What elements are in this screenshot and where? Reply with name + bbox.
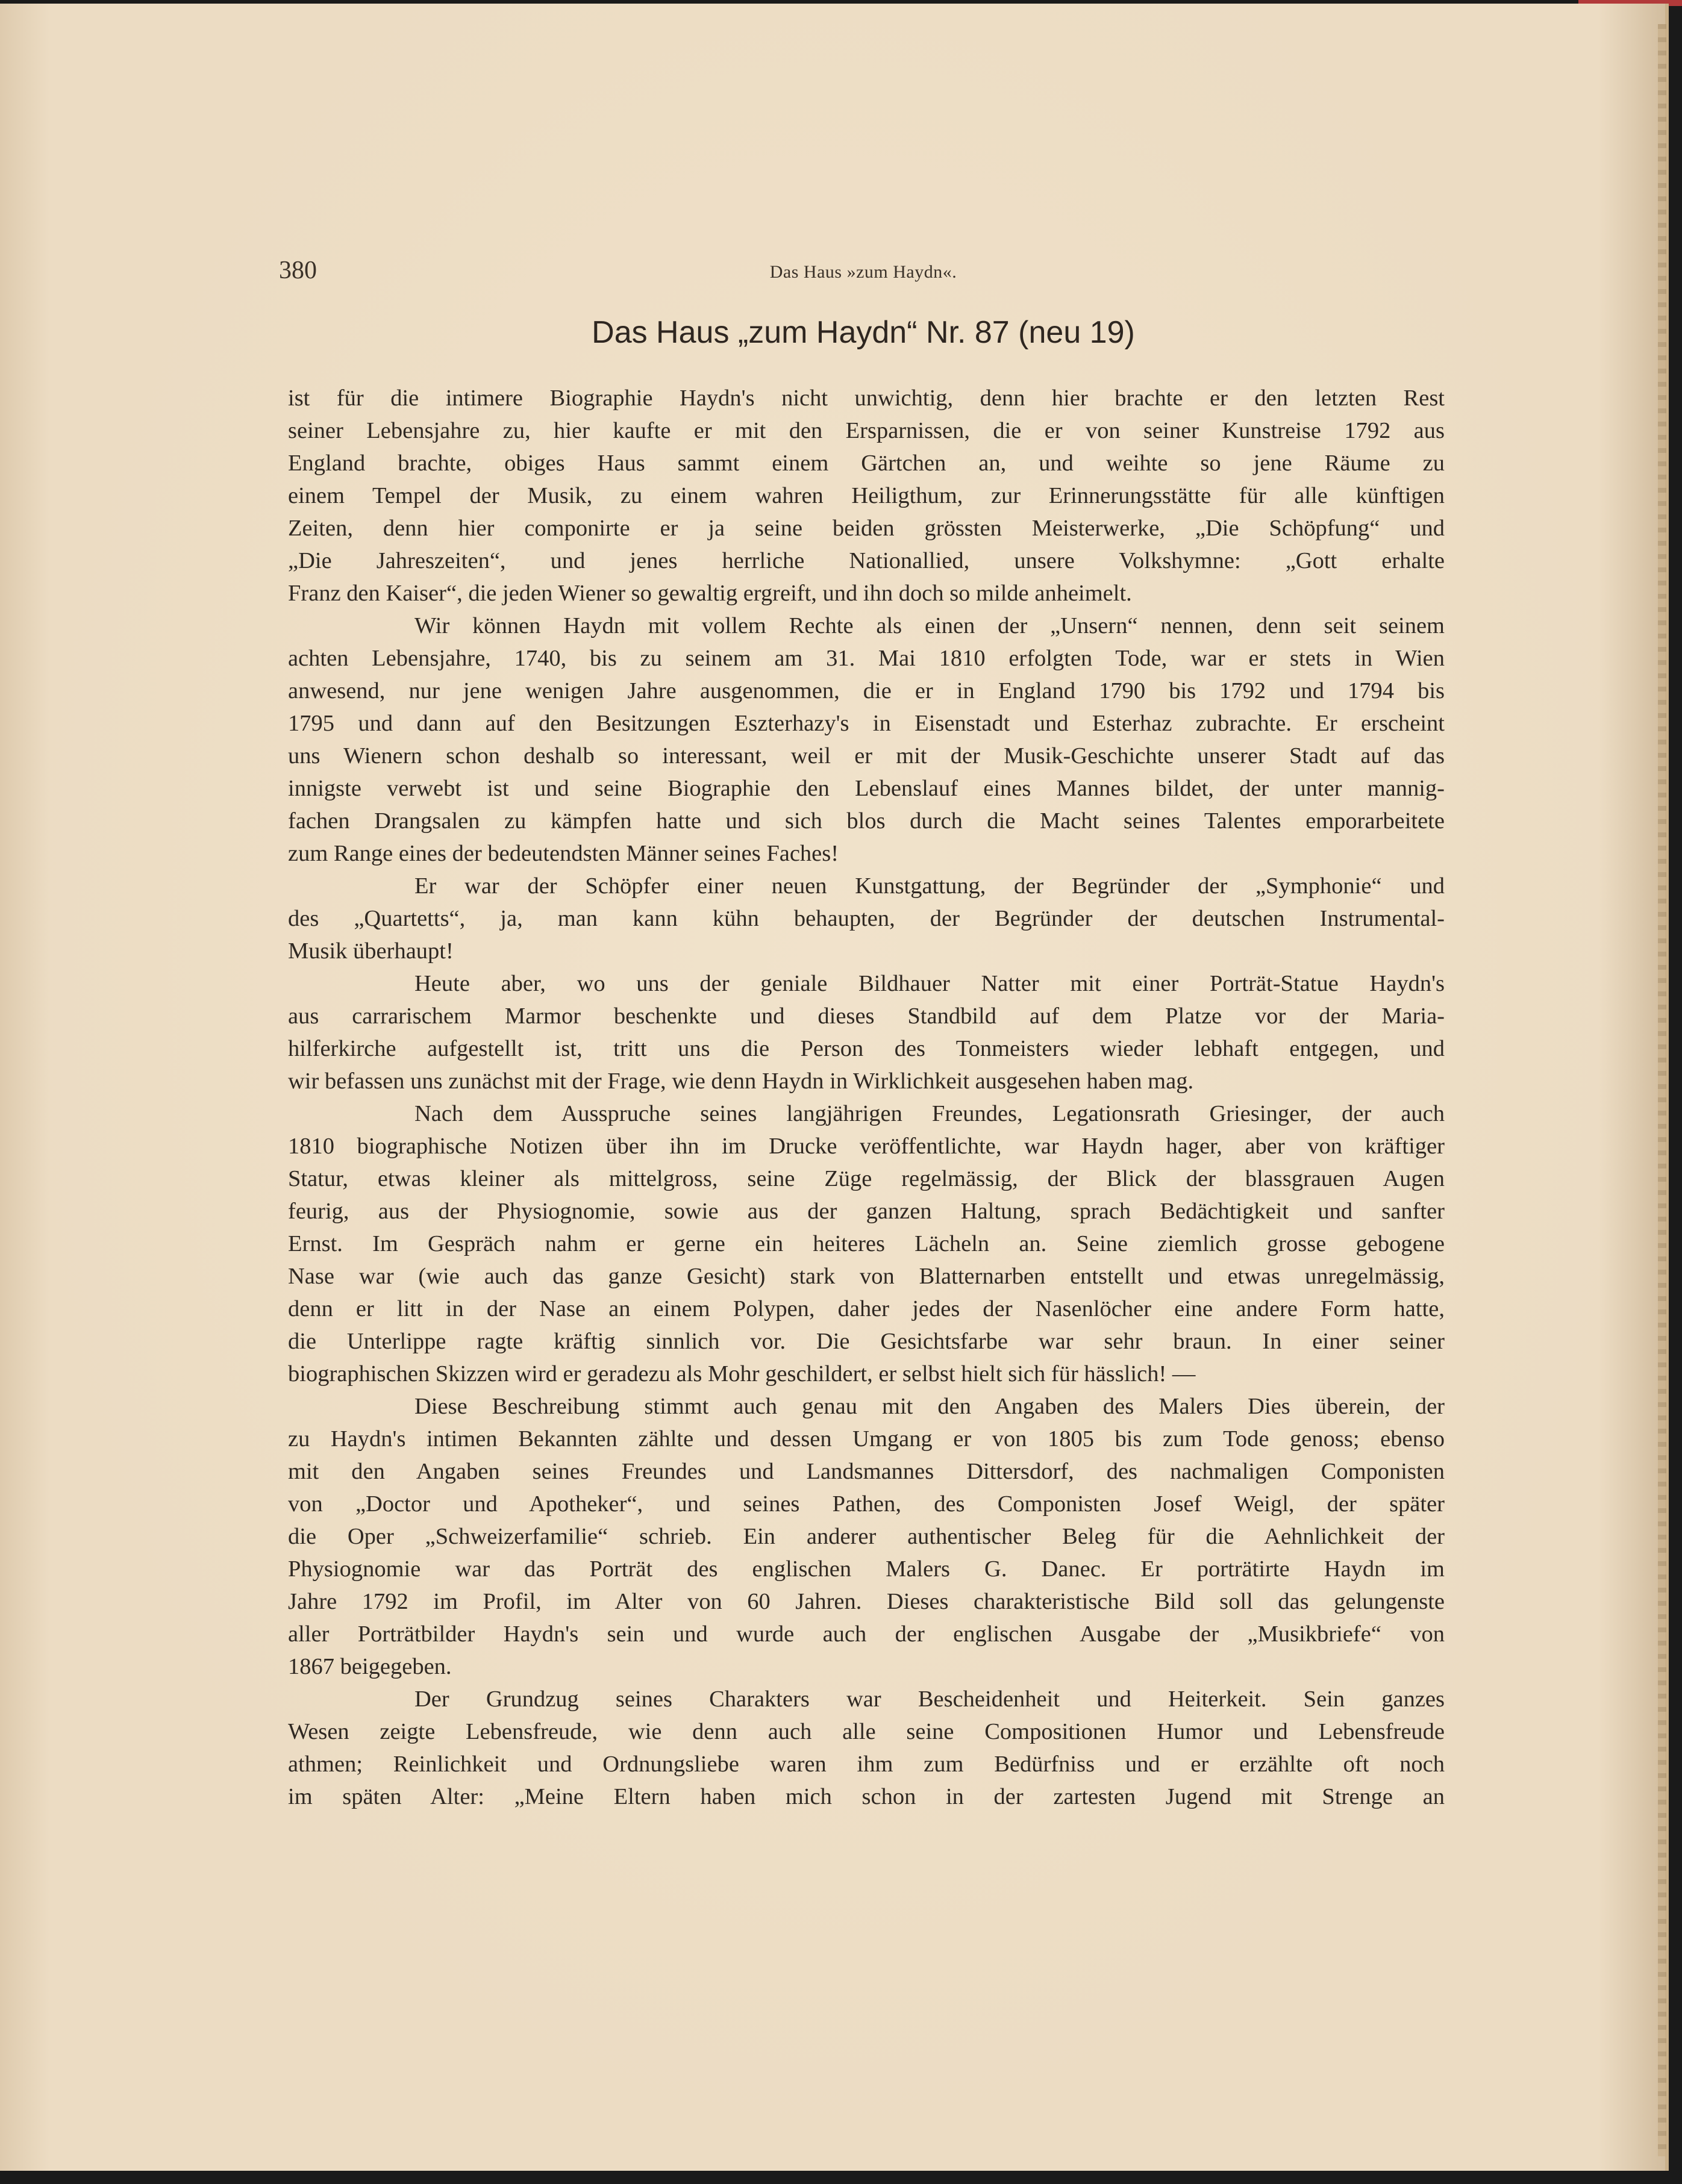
text-line: mit den Angaben seines Freundes und Landsmannes Dittersdorf, des nachmaligen Componisten bbox=[288, 1459, 1445, 1484]
text-line: innigste verwebt ist und seine Biographie den Lebenslauf eines Mannes bildet, der unter mannig- bbox=[288, 776, 1445, 801]
text-line: aus carrarischem Marmor beschenkte und dieses Standbild auf dem Platze vor der Maria- bbox=[288, 1003, 1445, 1029]
text-line: aller Porträtbilder Haydn's sein und wurde auch der englischen Ausgabe der „Musikbriefe“ von bbox=[288, 1621, 1445, 1647]
text-line: Ernst. Im Gespräch nahm er gerne ein heiteres Lächeln an. Seine ziemlich grosse gebogene bbox=[288, 1231, 1445, 1256]
text-line: Statur, etwas kleiner als mittelgross, seine Züge regelmässig, der Blick der blassgrauen Augen bbox=[288, 1166, 1445, 1191]
text-line: uns Wienern schon deshalb so interessant, weil er mit der Musik-Geschichte unserer Stadt auf das bbox=[288, 743, 1445, 769]
text-line: Wesen zeigte Lebensfreude, wie denn auch alle seine Compositionen Humor und Lebensfreude bbox=[288, 1719, 1445, 1744]
page-binding-edge bbox=[1658, 24, 1666, 2156]
text-line: 1795 und dann auf den Besitzungen Eszterhazy's in Eisenstadt und Esterhaz zubrachte. Er erscheint bbox=[288, 711, 1445, 736]
text-line: feurig, aus der Physiognomie, sowie aus der ganzen Haltung, sprach Bedächtigkeit und sanfter bbox=[288, 1199, 1445, 1224]
text-line: achten Lebensjahre, 1740, bis zu seinem am 31. Mai 1810 erfolgten Tode, war er stets in Wien bbox=[288, 646, 1445, 671]
text-line: Physiognomie war das Porträt des englischen Malers G. Danec. Er porträtirte Haydn im bbox=[288, 1556, 1445, 1582]
text-line: „Die Jahreszeiten“, und jenes herrliche Nationallied, unsere Volkshymne: „Gott erhalte bbox=[288, 548, 1445, 573]
section-title: Das Haus „zum Haydn“ Nr. 87 (neu 19) bbox=[592, 315, 1135, 350]
text-line: athmen; Reinlichkeit und Ordnungsliebe waren ihm zum Bedürfniss und er erzählte oft noch bbox=[288, 1752, 1445, 1777]
text-line: Jahre 1792 im Profil, im Alter von 60 Jahren. Dieses charakteristische Bild soll das gelungenste bbox=[288, 1589, 1445, 1614]
text-line: zu Haydn's intimen Bekannten zählte und dessen Umgang er von 1805 bis zum Tode genoss; ebenso bbox=[288, 1426, 1445, 1452]
text-line: denn er litt in der Nase an einem Polypen, daher jedes der Nasenlöcher eine andere Form hatte, bbox=[288, 1296, 1445, 1321]
text-line: Wir können Haydn mit vollem Rechte als einen der „Unsern“ nennen, denn seit seinem bbox=[414, 613, 1445, 638]
text-line: ist für die intimere Biographie Haydn's nicht unwichtig, denn hier brachte er den letzten Rest bbox=[288, 385, 1445, 411]
text-line: die Oper „Schweizerfamilie“ schrieb. Ein anderer authentischer Beleg für die Aehnlichkeit der bbox=[288, 1524, 1445, 1549]
body-text bbox=[288, 382, 1445, 1813]
text-line: hilferkirche aufgestellt ist, tritt uns die Person des Tonmeisters wieder lebhaft entgegen, und bbox=[288, 1036, 1445, 1061]
text-line: England brachte, obiges Haus sammt einem Gärtchen an, und weihte so jene Räume zu bbox=[288, 451, 1445, 476]
page-number: 380 bbox=[279, 257, 317, 284]
text-line: die Unterlippe ragte kräftig sinnlich vor. Die Gesichtsfarbe war sehr braun. In einer seiner bbox=[288, 1329, 1445, 1354]
page-header bbox=[279, 256, 1448, 292]
text-line: von „Doctor und Apotheker“, und seines Pathen, des Componisten Josef Weigl, der später bbox=[288, 1491, 1445, 1517]
text-line: Nase war (wie auch das ganze Gesicht) stark von Blatternarben entstellt und etwas unregelmässig, bbox=[288, 1264, 1445, 1289]
text-line: Zeiten, denn hier componirte er ja seine beiden grössten Meisterwerke, „Die Schöpfung“ und bbox=[288, 516, 1445, 541]
text-line: anwesend, nur jene wenigen Jahre ausgenommen, die er in England 1790 bis 1792 und 1794 bis bbox=[288, 678, 1445, 704]
text-line: seiner Lebensjahre zu, hier kaufte er mit den Ersparnissen, die er von seiner Kunstreise 1792 aus bbox=[288, 418, 1445, 443]
text-line: Musik überhaupt! bbox=[288, 938, 454, 964]
text-line: Diese Beschreibung stimmt auch genau mit den Angaben des Malers Dies überein, der bbox=[414, 1394, 1445, 1419]
text-line: Heute aber, wo uns der geniale Bildhauer Natter mit einer Porträt-Statue Haydn's bbox=[414, 971, 1445, 996]
text-line: fachen Drangsalen zu kämpfen hatte und sich blos durch die Macht seines Talentes emporarbeitete bbox=[288, 808, 1445, 834]
text-line: einem Tempel der Musik, zu einem wahren Heiligthum, zur Erinnerungsstätte für alle künftigen bbox=[288, 483, 1445, 508]
text-line: Nach dem Ausspruche seines langjährigen Freundes, Legationsrath Griesinger, der auch bbox=[414, 1101, 1445, 1126]
text-line: Er war der Schöpfer einer neuen Kunstgattung, der Begründer der „Symphonie“ und bbox=[414, 873, 1445, 899]
text-line: im späten Alter: „Meine Eltern haben mich schon in der zartesten Jugend mit Strenge an bbox=[288, 1784, 1445, 1809]
text-line: Der Grundzug seines Charakters war Bescheidenheit und Heiterkeit. Sein ganzes bbox=[414, 1686, 1445, 1712]
text-line: des „Quartetts“, ja, man kann kühn behaupten, der Begründer der deutschen Instrumental- bbox=[288, 906, 1445, 931]
text-line: 1810 biographische Notizen über ihn im Drucke veröffentlichte, war Haydn hager, aber von kräftiger bbox=[288, 1134, 1445, 1159]
text-line: Franz den Kaiser“, die jeden Wiener so gewaltig ergreift, und ihn doch so milde anheimelt. bbox=[288, 581, 1132, 606]
text-line: biographischen Skizzen wird er geradezu als Mohr geschildert, er selbst hielt sich für hässlich! — bbox=[288, 1361, 1196, 1387]
text-line: wir befassen uns zunächst mit der Frage, wie denn Haydn in Wirklichkeit ausgesehen haben mag. bbox=[288, 1069, 1194, 1094]
running-head: Das Haus »zum Haydn«. bbox=[769, 262, 957, 282]
text-line: zum Range eines der bedeutendsten Männer seines Faches! bbox=[288, 841, 839, 866]
text-line: 1867 beigegeben. bbox=[288, 1654, 452, 1679]
